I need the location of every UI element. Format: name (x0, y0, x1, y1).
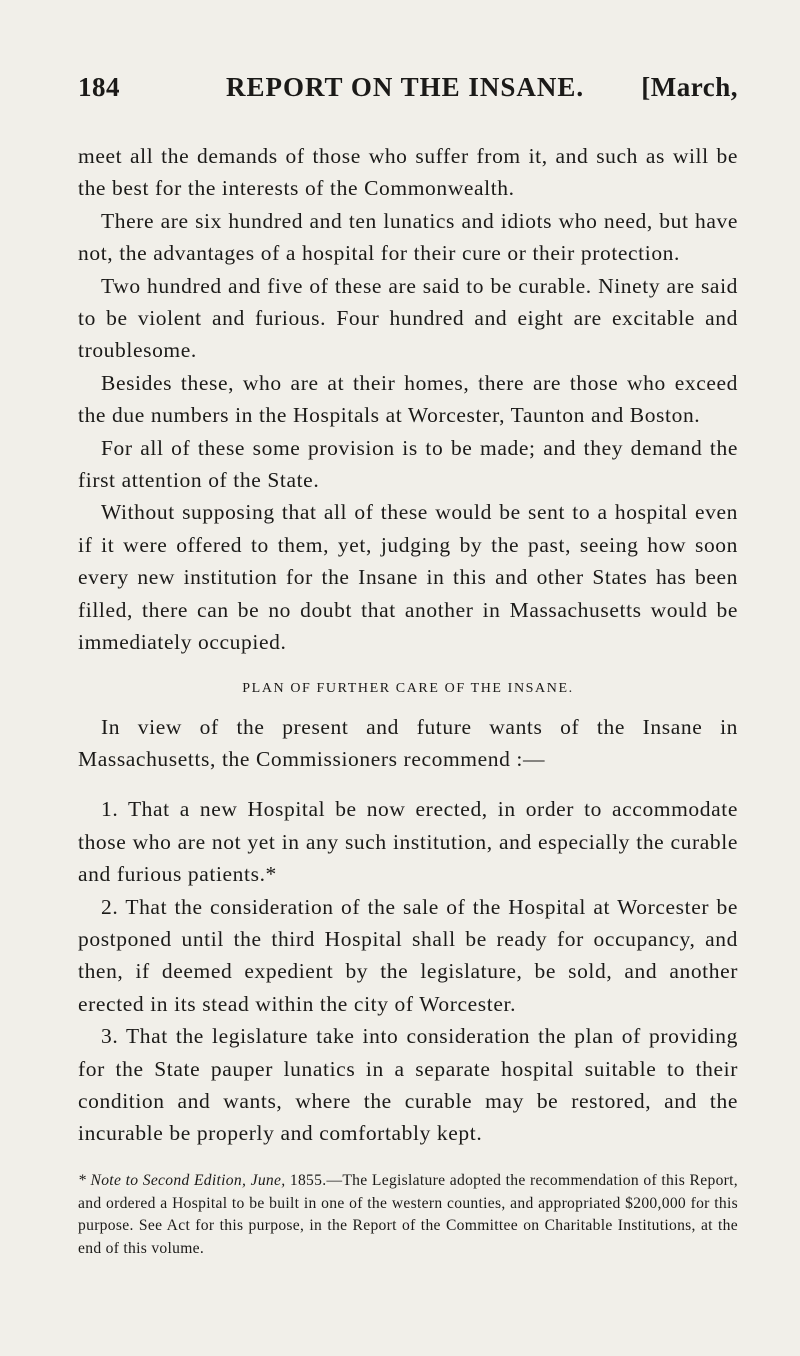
page-header (78, 72, 738, 112)
footnote (78, 1170, 738, 1261)
paragraph: meet all the demands of those who suffer from it, and such as will be the best for the interests of the Commonwealth. (78, 144, 738, 201)
footnote-text: 1855.—The Legislature adopted the recommendation of this Report, and ordered a Hospital to be built in one of the western counties, and appropriated $200,000 for this purpose. See Act for this purpose, in the Report of the Committee on Charitable Institutions, at the end of this volume. (78, 1171, 738, 1258)
paragraph: In view of the present and future wants of the Insane in Massachusetts, the Commissioners recommend :— (78, 714, 738, 771)
paragraph: Besides these, who are at their homes, there are those who exceed the due numbers in the Hospitals at Worcester, Taunton and Boston. (78, 370, 738, 428)
body-text (78, 140, 738, 1261)
paragraph: Two hundred and five of these are said to be curable. Ninety are said to be violent and furious. Four hundred and eight are excitable and troublesome. (78, 273, 738, 363)
footnote-label: * Note to Second Edition, June, (78, 1171, 286, 1189)
paragraph: There are six hundred and ten lunatics and idiots who need, but have not, the advantages of a hospital for their cure or their protection. (78, 208, 738, 266)
page-number: 184 (78, 72, 120, 102)
recommendation-item: 2. That the consideration of the sale of the Hospital at Worcester be postponed until the third Hospital shall be ready for occupancy, and then, if deemed expedient by the legislature, be sold, and another erected in its stead within the city of Worcester. (78, 894, 738, 1016)
section-heading: PLAN OF FURTHER CARE OF THE INSANE. (242, 680, 574, 696)
header-month: [March, (641, 72, 738, 102)
recommendation-item: 1. That a new Hospital be now erected, in order to accommodate those who are not yet in any such institution, and especially the curable and furious patients.* (78, 797, 738, 887)
paragraph: For all of these some provision is to be made; and they demand the first attention of the State. (78, 435, 738, 493)
running-title: REPORT ON THE INSANE. (226, 72, 585, 102)
recommendation-item: 3. That the legislature take into consideration the plan of providing for the State pauper lunatics in a separate hospital suitable to their condition and wants, where the curable may be restored, and the incurable be properly and comfortably kept. (78, 1024, 738, 1146)
paragraph: Without supposing that all of these would be sent to a hospital even if it were offered to them, yet, judging by the past, seeing how soon every new institution for the Insane in this and other States has been filled, there can be no doubt that another in Massachusetts would be immediately occupied. (78, 500, 738, 655)
